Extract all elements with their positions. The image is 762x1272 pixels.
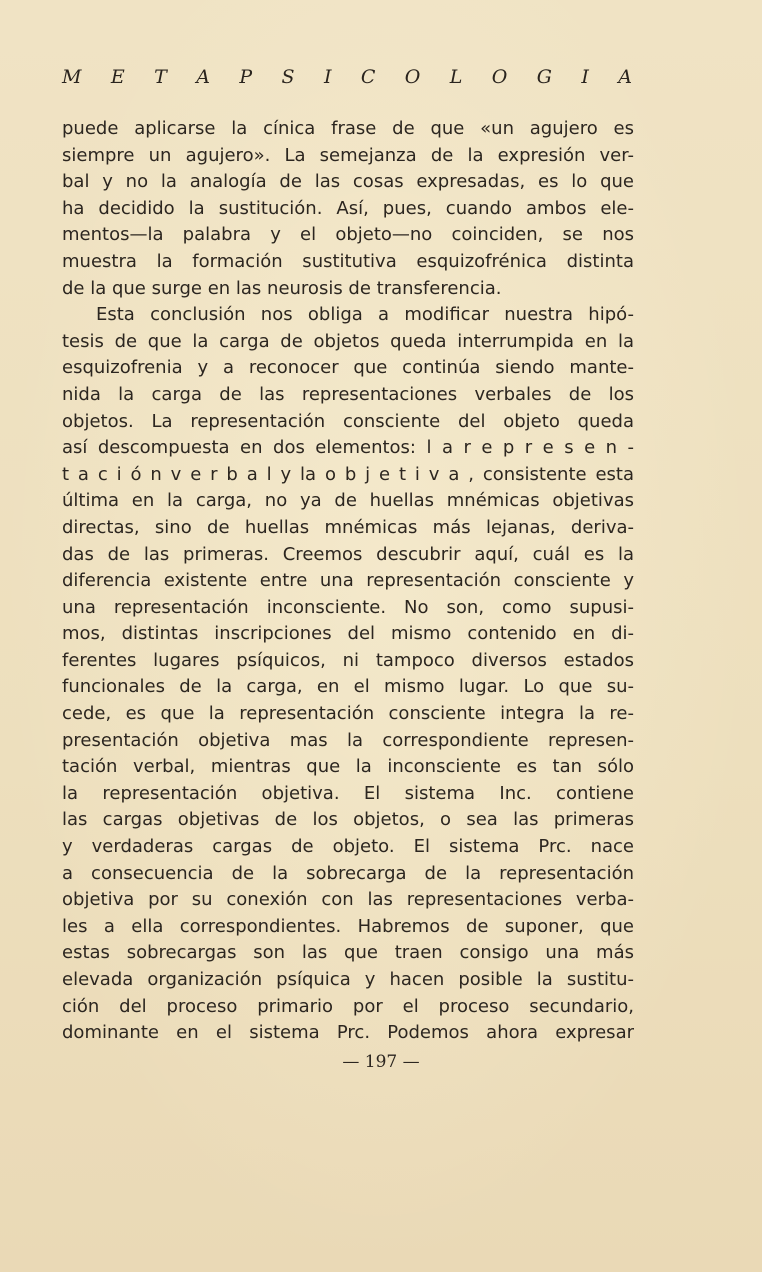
text-line: presentación objetiva mas la correspondiente represen-	[62, 729, 634, 751]
running-head-letter: I	[581, 66, 589, 88]
text-line: ferentes lugares psíquicos, ni tampoco diversos estados	[62, 649, 634, 671]
text-line: esquizofrenia y a reconocer que continúa siendo mante-	[62, 357, 634, 379]
running-head-letter: O	[491, 66, 508, 88]
text-line: muestra la formación sustitutiva esquizofrénica distinta	[62, 250, 634, 272]
text-line: nida la carga de las representaciones verbales de los	[62, 383, 634, 405]
running-head-letter: P	[239, 66, 253, 88]
text-line: una representación inconsciente. No son, como supusi-	[62, 596, 634, 618]
text-line: diferencia existente entre una representación consciente y	[62, 570, 634, 592]
paragraph	[62, 302, 634, 1047]
text-line: última en la carga, no ya de huellas mnémicas objetivas	[62, 490, 634, 512]
text-line: y verdaderas cargas de objeto. El sistema Prc. nace	[62, 836, 634, 858]
text-line: mos, distintas inscripciones del mismo contenido en di-	[62, 623, 634, 645]
running-head-letter: T	[154, 66, 167, 88]
text-line: estas sobrecargas son las que traen consigo una más	[62, 942, 634, 964]
text-line: bal y no la analogía de las cosas expresadas, es lo que	[62, 171, 634, 193]
page-number: — 197 —	[342, 1052, 420, 1072]
running-head-letter: S	[281, 66, 295, 88]
text-line: dominante en el sistema Prc. Podemos ahora expresar	[62, 1022, 634, 1044]
text-line: objetiva por su conexión con las representaciones verba-	[62, 889, 634, 911]
text-line: las cargas objetivas de los objetos, o sea las primeras	[62, 809, 634, 831]
text-line: funcionales de la carga, en el mismo lugar. Lo que su-	[62, 676, 634, 698]
text-line: directas, sino de huellas mnémicas más lejanas, deriva-	[62, 516, 634, 538]
paragraph	[62, 116, 634, 302]
body-text	[62, 116, 634, 1047]
running-head-letter: G	[536, 66, 552, 88]
text-line: les a ella correspondientes. Habremos de suponer, que	[62, 915, 634, 937]
text-line: la representación objetiva. El sistema Inc. contiene	[62, 782, 634, 804]
running-head-letter: A	[196, 66, 210, 88]
running-head-letter: M	[62, 66, 82, 88]
text-line: Esta conclusión nos obliga a modificar nuestra hipó-	[96, 304, 634, 326]
running-head-letter: O	[404, 66, 421, 88]
text-line: cede, es que la representación consciente integra la re-	[62, 703, 634, 725]
text-line: ha decidido la sustitución. Así, pues, cuando ambos ele-	[62, 197, 634, 219]
text-line: a consecuencia de la sobrecarga de la representación	[62, 862, 634, 884]
running-head-letter: A	[618, 66, 632, 88]
running-head-letter: I	[323, 66, 332, 88]
running-head-letter: C	[360, 66, 376, 88]
running-head-letter: L	[449, 66, 463, 88]
text-line: objetos. La representación consciente del objeto queda	[62, 410, 634, 432]
text-line: elevada organización psíquica y hacen posible la sustitu-	[62, 969, 634, 990]
text-line: t a c i ó n v e r b a l y la o b j e t i v a , consistente esta	[62, 463, 634, 485]
text-line: siempre un agujero». La semejanza de la expresión ver-	[62, 144, 634, 166]
text-line: de la que surge en las neurosis de transferencia.	[62, 277, 502, 299]
text-line: ción del proceso primario por el proceso secundario,	[62, 995, 634, 1017]
text-line: así descompuesta en dos elementos: l a r e p r e s e n -	[62, 437, 634, 459]
text-line: tesis de que la carga de objetos queda interrumpida en la	[62, 330, 634, 352]
running-head-letter: E	[110, 66, 125, 88]
running-head	[62, 66, 632, 88]
text-line: puede aplicarse la cínica frase de que «un agujero es	[62, 118, 634, 139]
text-line: das de las primeras. Creemos descubrir aquí, cuál es la	[62, 543, 634, 565]
text-line: mentos—la palabra y el objeto—no coinciden, se nos	[62, 224, 634, 246]
text-line: tación verbal, mientras que la inconsciente es tan sólo	[62, 756, 634, 778]
